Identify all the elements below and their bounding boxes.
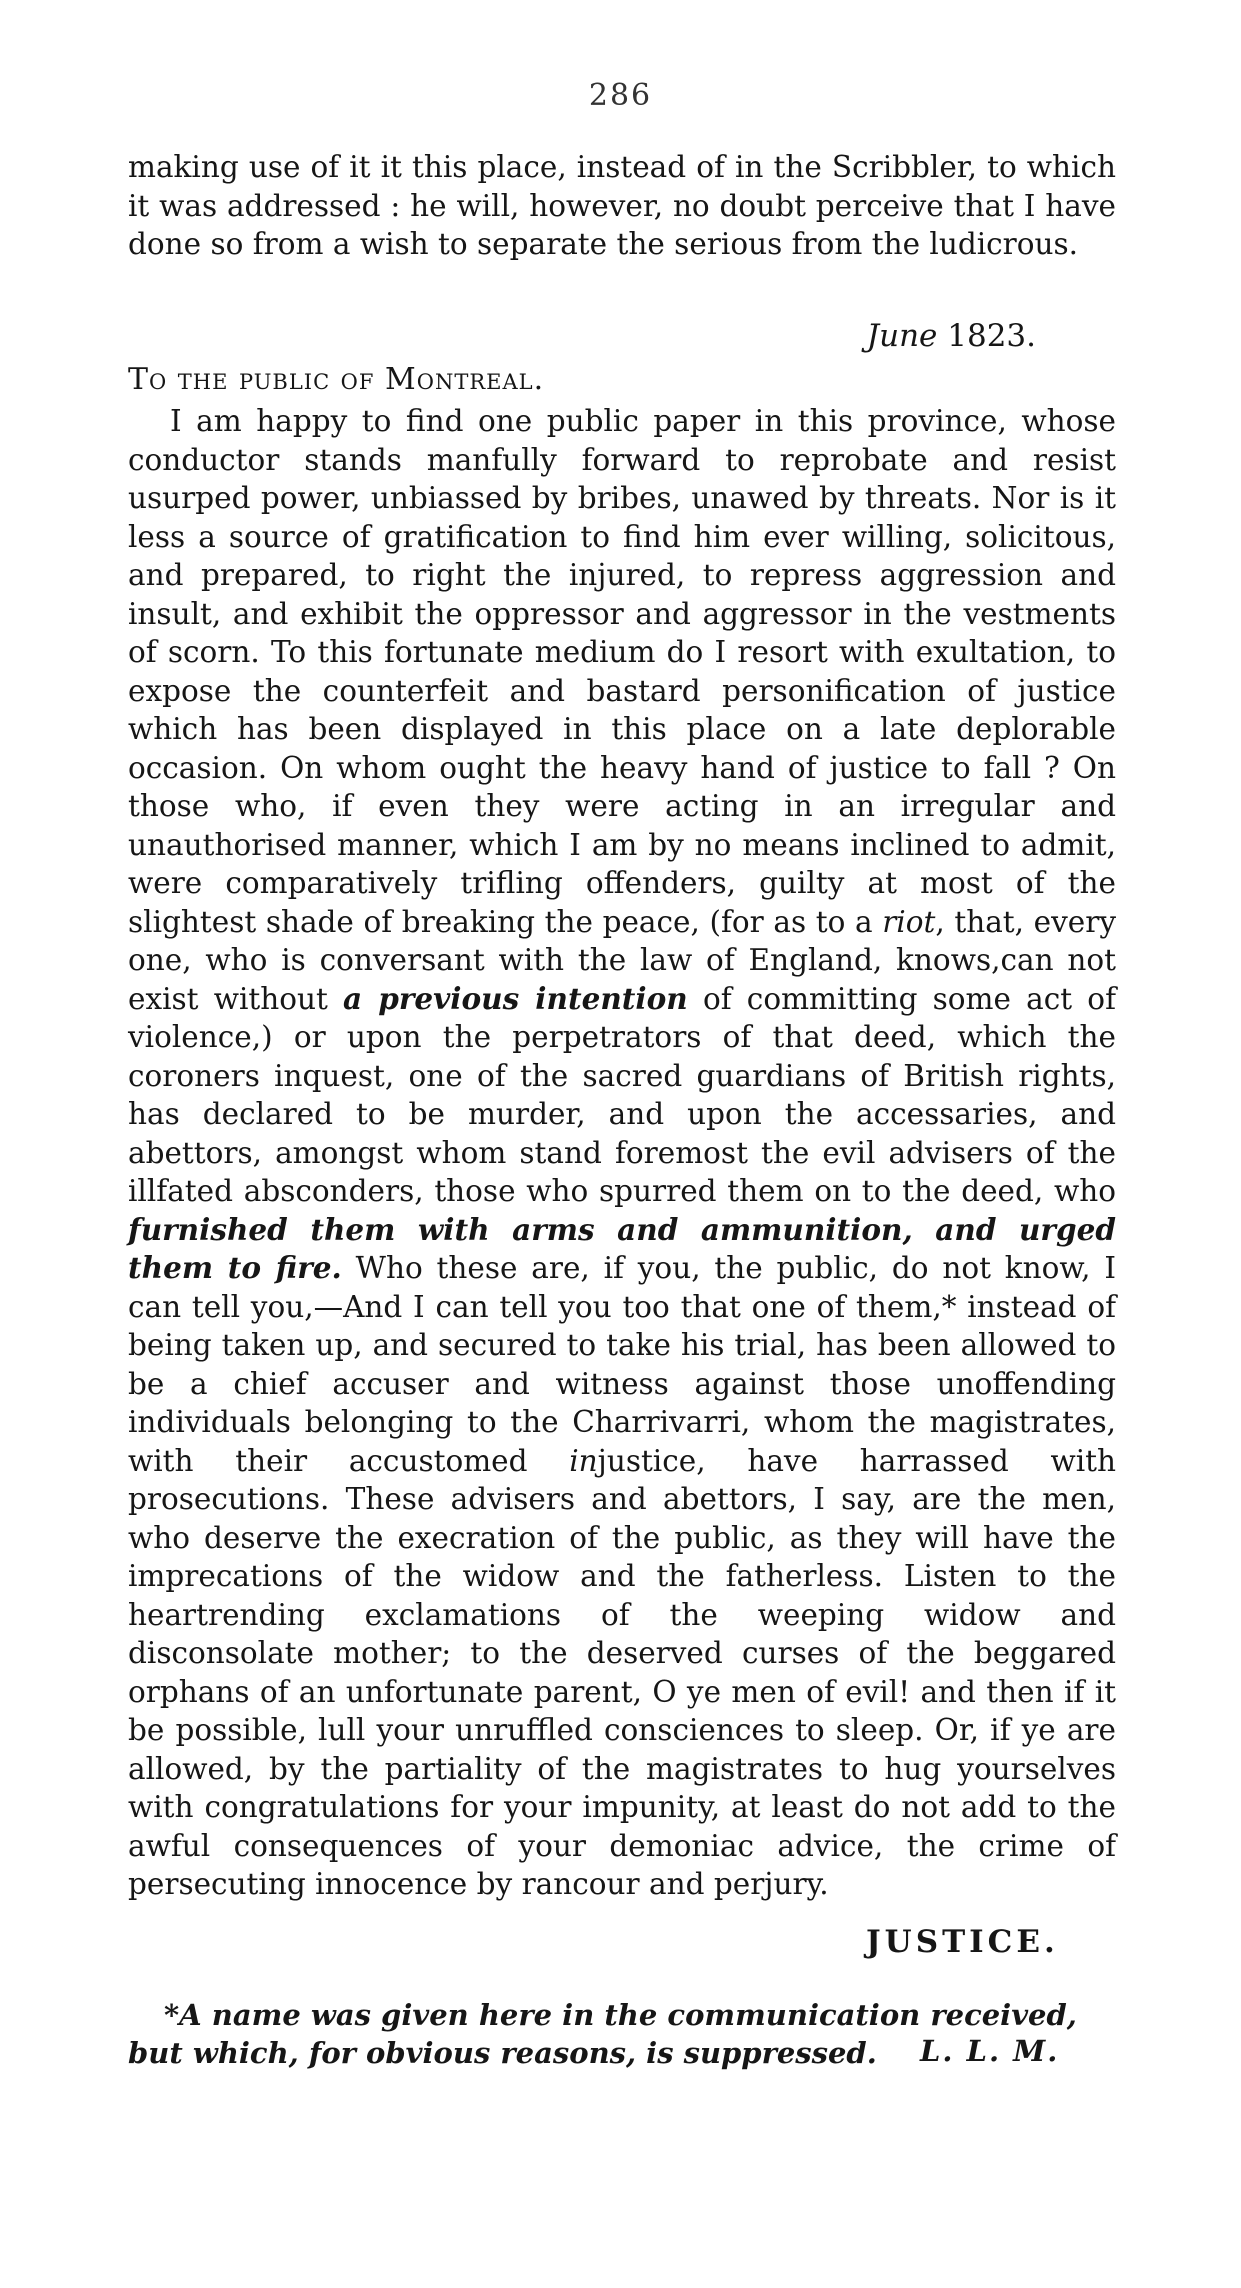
injustice-emphasis: in <box>569 1443 598 1478</box>
letter-signature: JUSTICE. <box>866 1924 1059 1960</box>
footnote-signature: L. L. M. <box>920 2034 1060 2068</box>
letter-date <box>867 318 1036 354</box>
letter-body <box>128 402 1116 1904</box>
letter-text-part-5: justice, have harrassed with prosecutions. These advisers and abettors, I say, are the men, who deserve the execration of the public, as they will have the imprecations of the widow and the fatherless. Listen to the heartrending exclamations of the weeping widow and disconsolate mother; to the deserved curses of the beggared orphans of an unfortunate parent, O ye men of evil! and then if it be possible, lull your unruffled consciences to sleep. Or, if ye are allowed, by the partiality of the magistrates to hug yourselves with congratulations for your impunity, at least do not add to the awful consequences of your demoniac advice, the crime of persecuting innocence by rancour and perjury. <box>128 1443 1116 1901</box>
riot-emphasis: riot <box>882 904 936 939</box>
letter-paragraph <box>128 402 1116 1904</box>
letter-heading: To the public of Montreal. <box>128 362 545 397</box>
footnote: *A name was given here in the communication received, but which, for obvious reasons, is suppressed. <box>128 1998 1077 2070</box>
letter-text-part-1: I am happy to find one public paper in this province, whose conductor stands manfully forward to reprobate and resist usurped power, unbiassed by bribes, unawed by threats. Nor is it less a source of gratification to find him ever willing, solicitous, and prepared, to right the injured, to repress aggression and insult, and exhibit the oppressor and aggressor in the vestments of scorn. To this fortunate medium do I resort with exultation, to expose the counterfeit and bastard personification of justice which has been displayed in this place on a late deplorable occasion. On whom ought the heavy hand of justice to fall ? On those who, if even they were acting in an irregular and unauthorised manner, which I am by no means inclined to admit, were comparatively trifling offenders, guilty at most of the slightest shade of breaking the peace, (for as to a <box>128 404 1116 939</box>
date-year: 1823. <box>947 318 1036 354</box>
letter-text-part-4: Who these are, if you, the public, do not know, I can tell you,—And I can tell you too that one of them,* instead of being taken up, and secured to take his trial, has been allowed to be a chief accuser and witness against those unoffending individuals belonging to the Charrivarri, whom the magistrates, with their accustomed <box>128 1251 1116 1478</box>
page-number: 286 <box>588 78 653 113</box>
intro-paragraph <box>128 148 1116 264</box>
furnished-arms-emphasis: furnished them with arms and ammunition, and urged them to fire. <box>128 1211 1116 1285</box>
letter-text-part-3: of committing some act of violence,) or upon the perpetrators of that deed, which the coroners inquest, one of the sacred guardians of British rights, has declared to be murder, and upon the accessaries, and abettors, amongst whom stand foremost the evil advisers of the illfated absconders, those who spurred them on to the deed, who <box>128 981 1116 1208</box>
date-month: June <box>866 318 938 354</box>
previous-intention-emphasis: a previous intention <box>343 980 688 1016</box>
letter-text-part-2: , that, every one, who is conversant with the law of England, knows,can not exist without <box>128 904 1117 1016</box>
intro-text: making use of it it this place, instead of in the Scribbler, to which it was addressed : he will, however, no doubt perceive that I have done so from a wish to separate the serious from the ludicrous. <box>128 150 1116 261</box>
